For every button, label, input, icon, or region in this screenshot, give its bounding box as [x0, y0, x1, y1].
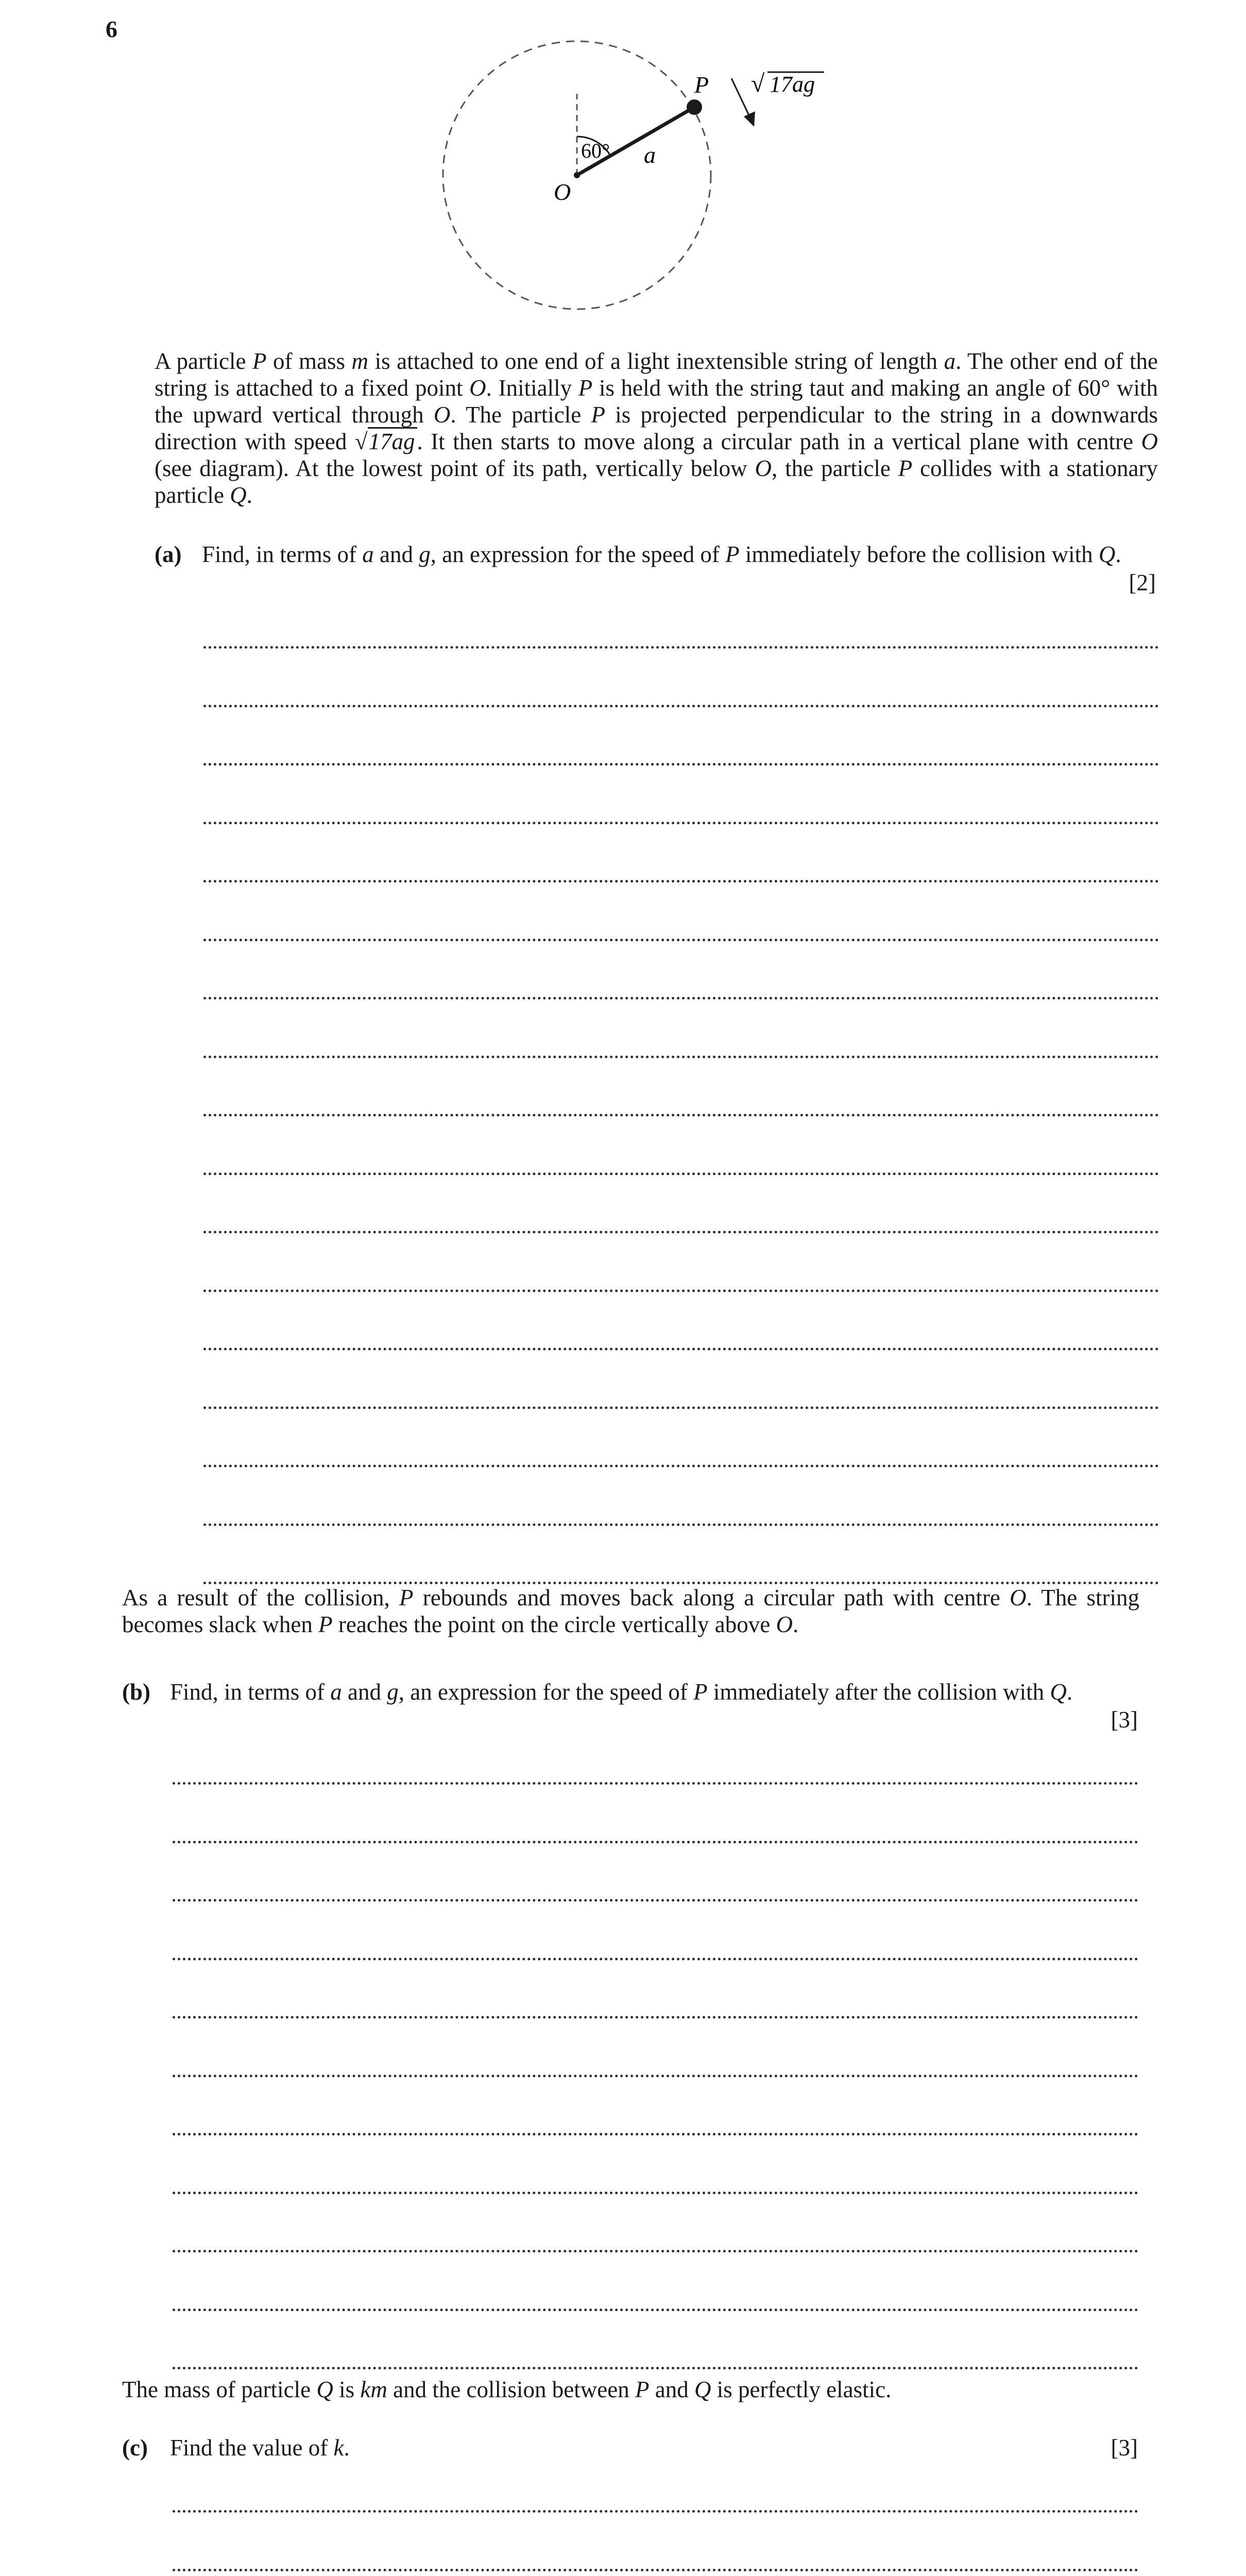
part-b-answer-area[interactable] [173, 1780, 1138, 2369]
part-c-answer-area[interactable] [173, 2508, 1138, 2576]
circle-diagram [428, 36, 850, 327]
part-a-marks: [2] [1129, 570, 1156, 596]
answer-line[interactable] [203, 1404, 1159, 1409]
diagram-svg [428, 36, 850, 325]
answer-line[interactable] [173, 2248, 1138, 2252]
part-b-label: (b) [122, 1679, 150, 1705]
intro-paragraph: A particle P of mass m is attached to one end of a light inextensible string of length a. The other end of the string is attached to a fixed point O. Initially P is held with the string taut and making an angle of 60° with the upward vertical through O. The particle P is projected perpendicular to the string in a downwards direction with speed √17ag. It then starts to move along a circular path in a vertical plane with centre O (see diagram). At the lowest point of its path, vertically below O, the particle P collides with a stationary particle Q. [155, 348, 1158, 508]
answer-line[interactable] [203, 1521, 1159, 1526]
answer-line[interactable] [173, 2508, 1138, 2513]
part-a-answer-area[interactable] [203, 644, 1159, 1584]
part-c-label: (c) [122, 2435, 148, 2461]
label-O: O [554, 179, 571, 205]
page-number: 6 [106, 16, 117, 42]
answer-line[interactable] [173, 2365, 1138, 2369]
answer-line[interactable] [203, 1229, 1159, 1233]
answer-line[interactable] [173, 2307, 1138, 2311]
part-c-question: Find the value of k. [170, 2435, 350, 2461]
answer-line[interactable] [203, 1054, 1159, 1058]
answer-line[interactable] [173, 2014, 1138, 2019]
answer-line[interactable] [203, 878, 1159, 883]
answer-line[interactable] [203, 761, 1159, 766]
answer-line[interactable] [173, 1839, 1138, 1843]
part-b-marks: [3] [1111, 1707, 1138, 1733]
label-a: a [644, 142, 656, 168]
answer-line[interactable] [203, 1171, 1159, 1175]
speed-sqrt: √17ag [355, 428, 417, 455]
answer-line[interactable] [173, 2073, 1138, 2077]
angle-label: 60° [581, 139, 610, 162]
answer-line[interactable] [173, 1897, 1138, 1902]
part-a-question: Find, in terms of a and g, an expression for the speed of P immediately before the collision with Q. [202, 541, 1121, 567]
answer-line[interactable] [203, 703, 1159, 707]
part-a-label: (a) [155, 541, 182, 567]
answer-line[interactable] [203, 937, 1159, 941]
label-P: P [694, 72, 709, 98]
answer-line[interactable] [203, 820, 1159, 824]
context-paragraph-c: The mass of particle Q is km and the collision between P and Q is perfectly elastic. [122, 2377, 892, 2402]
answer-line[interactable] [203, 1112, 1159, 1116]
answer-line[interactable] [203, 1287, 1159, 1292]
part-c-marks: [3] [1111, 2435, 1138, 2461]
speed-label: 17ag [770, 72, 815, 97]
answer-line[interactable] [203, 1463, 1159, 1467]
answer-line[interactable] [173, 2131, 1138, 2136]
velocity-arrow-shaft [731, 78, 750, 118]
answer-line[interactable] [173, 2567, 1138, 2571]
answer-line[interactable] [203, 995, 1159, 999]
answer-line[interactable] [203, 644, 1159, 649]
point-O [574, 172, 580, 178]
answer-line[interactable] [203, 1346, 1159, 1350]
answer-line[interactable] [173, 1956, 1138, 1960]
answer-line[interactable] [173, 2190, 1138, 2194]
sqrt-sign: √ [751, 70, 765, 97]
answer-line[interactable] [173, 1780, 1138, 1785]
particle-P [687, 99, 702, 115]
part-b-question: Find, in terms of a and g, an expression for the speed of P immediately after the collision with Q. [170, 1679, 1073, 1705]
answer-line[interactable] [203, 1580, 1159, 1584]
context-paragraph-b: As a result of the collision, P rebounds and moves back along a circular path with centre O. The string becomes slack when P reaches the point on the circle vertically above O. [122, 1585, 1139, 1637]
velocity-arrow-head [744, 111, 755, 127]
